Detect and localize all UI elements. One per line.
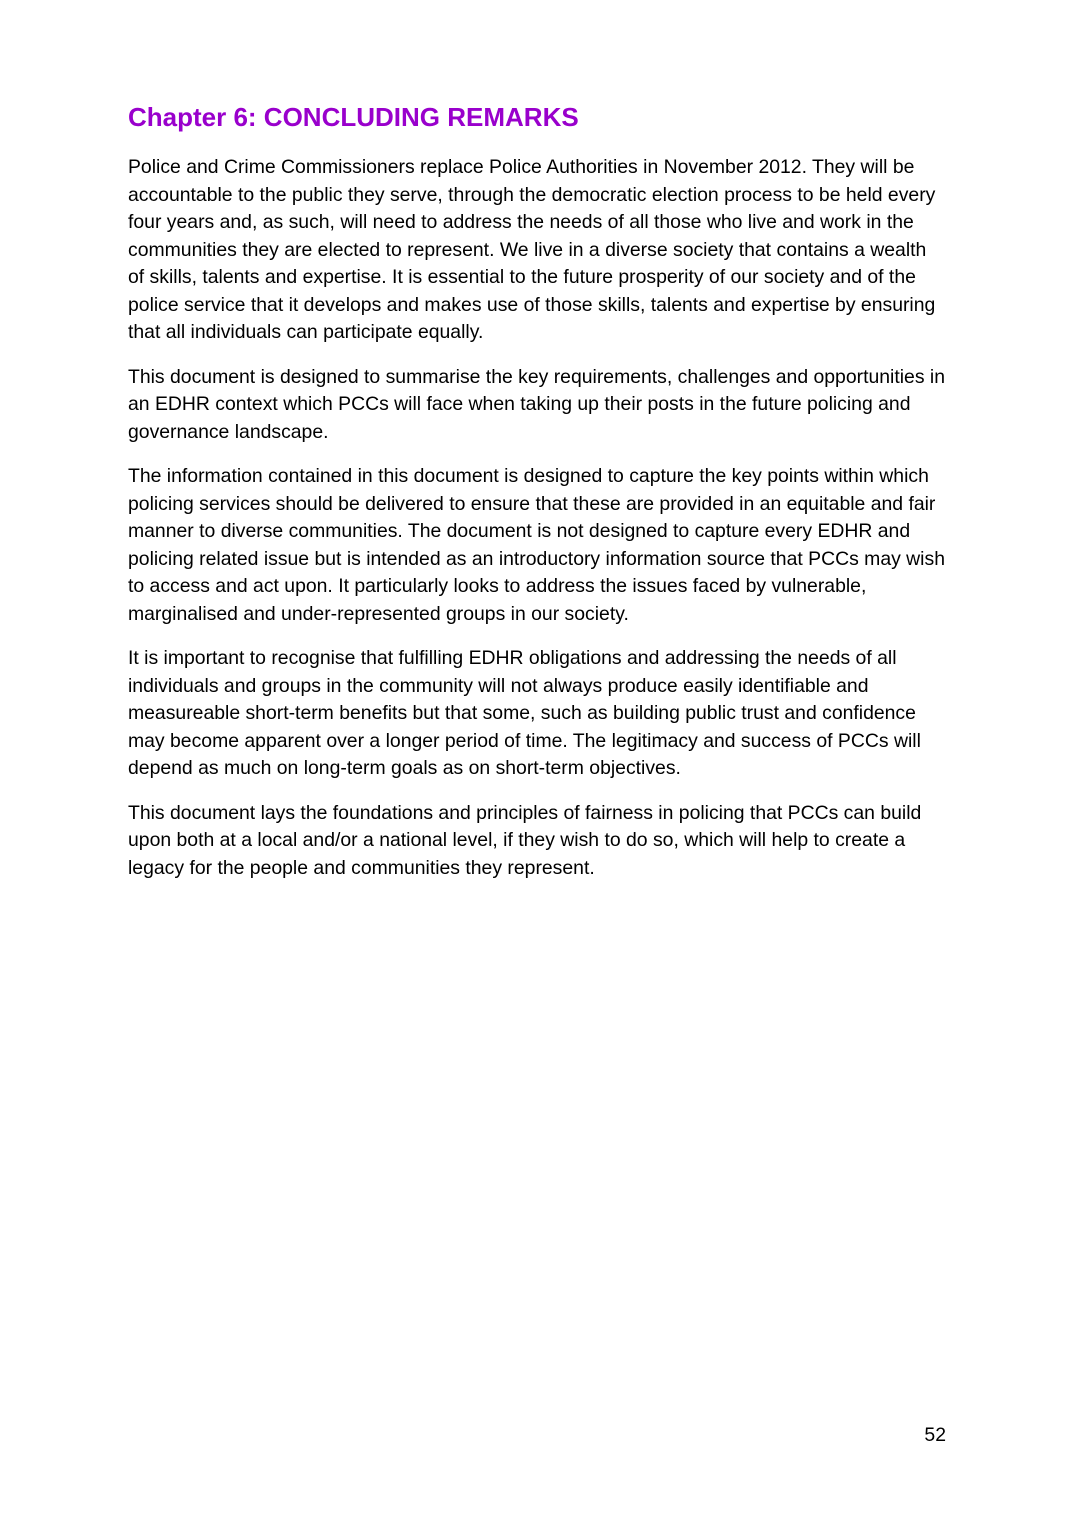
paragraph-5: This document lays the foundations and principles of fairness in policing that PCCs can build upon both at a local and/or a national level, if they wish to do so, which will help to create a legacy for the people and communities they represent.	[128, 801, 922, 879]
chapter-title: Chapter 6: CONCLUDING REMARKS	[128, 102, 579, 132]
paragraph-3: The information contained in this document is designed to capture the key points within which policing services should be delivered to ensure that these are provided in an equitable and fair manner to diverse communities. The document is not designed to capture every EDHR and policing related issue but is intended as an introductory information source that PCCs may wish to access and act upon. It particularly looks to address the issues faced by vulnerable, marginalised and under-represented groups in our society.	[128, 465, 945, 625]
paragraph-2: This document is designed to summarise the key requirements, challenges and opportunities in an EDHR context which PCCs will face when taking up their posts in the future policing and governance landscape.	[128, 365, 946, 443]
page-content	[128, 100, 946, 899]
paragraph-1: Police and Crime Commissioners replace Police Authorities in November 2012. They will be accountable to the public they serve, through the democratic election process to be held every four years and, as such, will need to address the needs of all those who live and work in the communities they are elected to represent. We live in a diverse society that contains a wealth of skills, talents and expertise. It is essential to the future prosperity of our society and of the police service that it develops and makes use of those skills, talents and expertise by ensuring that all individuals can participate equally.	[128, 156, 936, 343]
paragraph-4: It is important to recognise that fulfilling EDHR obligations and addressing the needs of all individuals and groups in the community will not always produce easily identifiable and measureable short-term benefits but that some, such as building public trust and confidence may become apparent over a longer period of time. The legitimacy and success of PCCs will depend as much on long-term goals as on short-term objectives.	[128, 647, 921, 779]
page-number: 52	[924, 1424, 946, 1446]
